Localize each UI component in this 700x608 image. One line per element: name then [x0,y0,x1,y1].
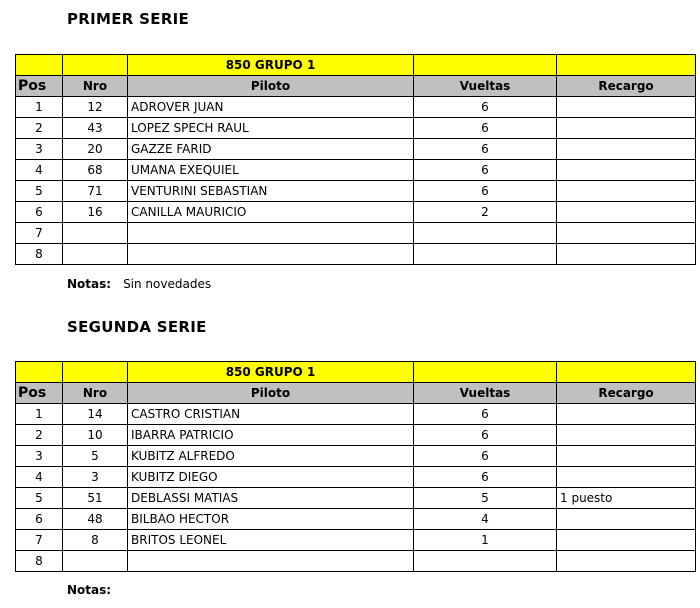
recargo-cell [557,139,696,160]
table-row [16,160,696,181]
nro-cell [63,223,128,244]
piloto-cell: CASTRO CRISTIAN [128,404,414,425]
pos-cell: 3 [16,139,63,160]
recargo-cell: 1 puesto [557,488,696,509]
table-row [16,223,696,244]
column-header-row [16,383,696,404]
section-title: PRIMER SERIE [67,10,190,28]
vueltas-cell: 6 [414,404,557,425]
vueltas-cell: 1 [414,530,557,551]
group-label: 850 GRUPO 1 [128,55,414,76]
pos-cell: 4 [16,467,63,488]
nro-cell: 12 [63,97,128,118]
nro-cell [63,244,128,265]
table-row [16,97,696,118]
table-row [16,551,696,572]
group-label: 850 GRUPO 1 [128,362,414,383]
notes [67,583,123,597]
vueltas-cell: 6 [414,446,557,467]
piloto-cell: KUBITZ DIEGO [128,467,414,488]
table-row [16,488,696,509]
nro-cell: 14 [63,404,128,425]
vueltas-cell [414,244,557,265]
recargo-cell [557,202,696,223]
header-recargo: Recargo [557,383,696,404]
header-pos: Pos [16,383,63,404]
pos-cell: 8 [16,551,63,572]
nro-cell: 43 [63,118,128,139]
header-vueltas: Vueltas [414,76,557,97]
header-piloto: Piloto [128,76,414,97]
group-header-row [16,55,696,76]
piloto-cell: IBARRA PATRICIO [128,425,414,446]
vueltas-cell: 6 [414,160,557,181]
header-nro: Nro [63,383,128,404]
piloto-cell: BILBAO HECTOR [128,509,414,530]
recargo-cell [557,118,696,139]
recargo-cell [557,181,696,202]
vueltas-cell: 6 [414,118,557,139]
nro-cell [63,551,128,572]
header-piloto: Piloto [128,383,414,404]
piloto-cell [128,244,414,265]
nro-cell: 51 [63,488,128,509]
header-recargo: Recargo [557,76,696,97]
table-row [16,509,696,530]
vueltas-cell: 6 [414,425,557,446]
recargo-cell [557,223,696,244]
section-title: SEGUNDA SERIE [67,318,207,336]
vueltas-cell: 6 [414,181,557,202]
vueltas-cell [414,551,557,572]
nro-cell: 16 [63,202,128,223]
pos-cell: 2 [16,118,63,139]
recargo-cell [557,467,696,488]
header-vueltas: Vueltas [414,383,557,404]
recargo-cell [557,425,696,446]
vueltas-cell: 4 [414,509,557,530]
table-row [16,446,696,467]
recargo-cell [557,551,696,572]
piloto-cell: CANILLA MAURICIO [128,202,414,223]
nro-cell: 10 [63,425,128,446]
notes-label: Notas: [67,277,112,291]
piloto-cell: VENTURINI SEBASTIAN [128,181,414,202]
pos-cell: 8 [16,244,63,265]
nro-cell: 8 [63,530,128,551]
piloto-cell: DEBLASSI MATIAS [128,488,414,509]
results-table [15,54,696,265]
piloto-cell: LOPEZ SPECH RAUL [128,118,414,139]
pos-cell: 2 [16,425,63,446]
piloto-cell: BRITOS LEONEL [128,530,414,551]
notes-text: Sin novedades [123,277,212,291]
notes-label: Notas: [67,583,112,597]
table-row [16,530,696,551]
table-row [16,425,696,446]
recargo-cell [557,97,696,118]
nro-cell: 71 [63,181,128,202]
pos-cell: 6 [16,509,63,530]
nro-cell: 68 [63,160,128,181]
vueltas-cell: 6 [414,139,557,160]
results-table [15,361,696,572]
pos-cell: 4 [16,160,63,181]
nro-cell: 20 [63,139,128,160]
recargo-cell [557,446,696,467]
table-row [16,244,696,265]
vueltas-cell: 6 [414,467,557,488]
table-row [16,181,696,202]
vueltas-cell: 5 [414,488,557,509]
nro-cell: 3 [63,467,128,488]
table-row [16,139,696,160]
table-row [16,467,696,488]
table-row [16,118,696,139]
nro-cell: 5 [63,446,128,467]
header-nro: Nro [63,76,128,97]
piloto-cell: GAZZE FARID [128,139,414,160]
table-row [16,404,696,425]
recargo-cell [557,509,696,530]
pos-cell: 7 [16,530,63,551]
notes [67,277,211,291]
column-header-row [16,76,696,97]
vueltas-cell: 6 [414,97,557,118]
recargo-cell [557,160,696,181]
pos-cell: 6 [16,202,63,223]
piloto-cell: UMANA EXEQUIEL [128,160,414,181]
vueltas-cell: 2 [414,202,557,223]
pos-cell: 1 [16,97,63,118]
nro-cell: 48 [63,509,128,530]
vueltas-cell [414,223,557,244]
pos-cell: 5 [16,488,63,509]
header-pos: Pos [16,76,63,97]
recargo-cell [557,530,696,551]
group-header-row [16,362,696,383]
recargo-cell [557,244,696,265]
pos-cell: 5 [16,181,63,202]
piloto-cell [128,223,414,244]
piloto-cell [128,551,414,572]
pos-cell: 3 [16,446,63,467]
piloto-cell: KUBITZ ALFREDO [128,446,414,467]
pos-cell: 1 [16,404,63,425]
pos-cell: 7 [16,223,63,244]
table-row [16,202,696,223]
piloto-cell: ADROVER JUAN [128,97,414,118]
recargo-cell [557,404,696,425]
